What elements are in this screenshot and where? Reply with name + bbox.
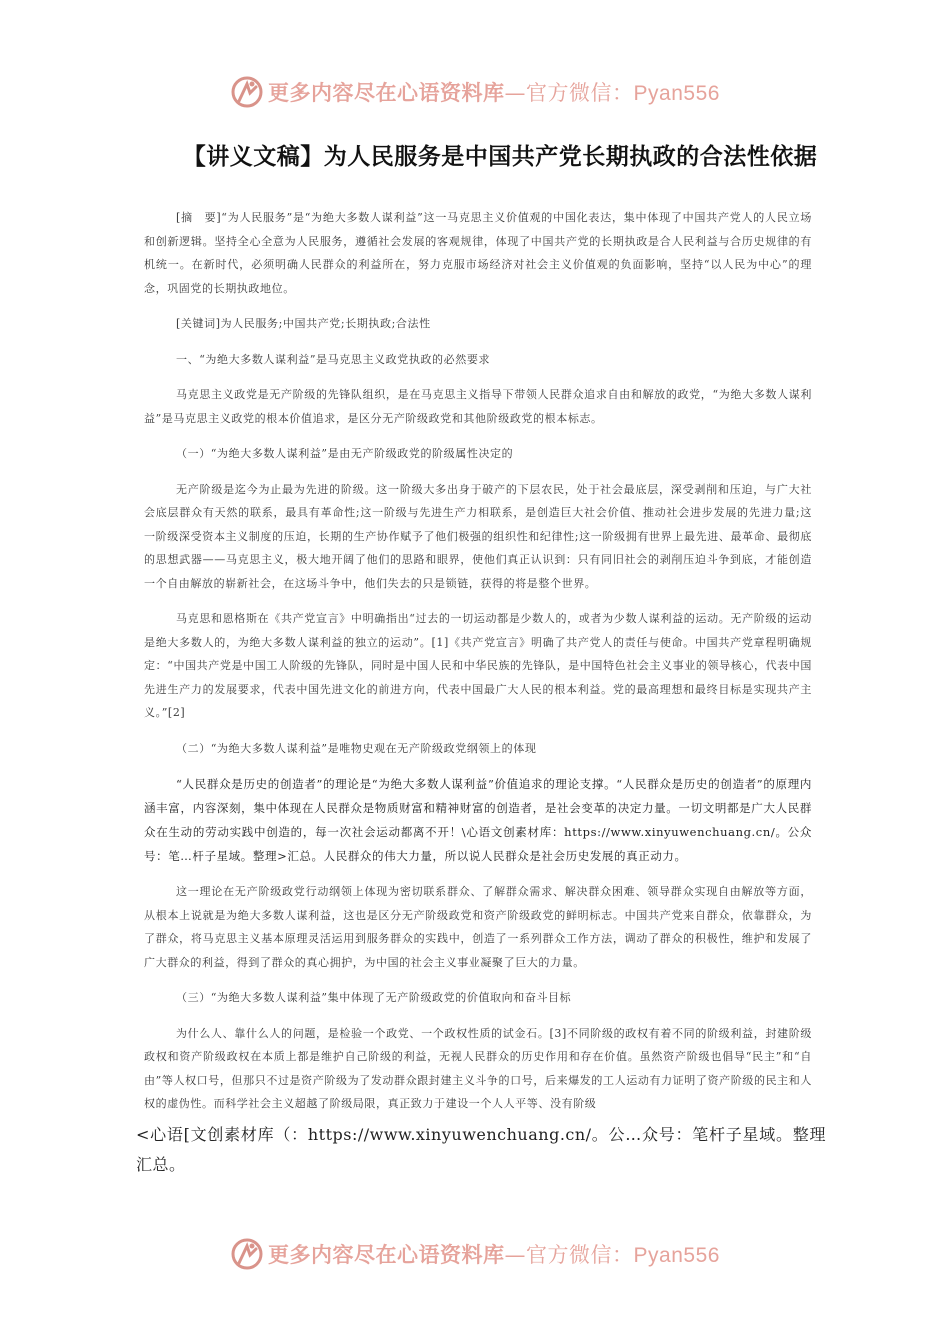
watermark-banner-top [0,72,950,112]
logo-icon [230,75,264,109]
document-title: 【讲义文稿】为人民服务是中国共产党长期执政的合法性依据 [182,144,818,170]
watermark-banner-bottom [0,1234,950,1274]
banner-bold-text: 更多内容尽在心语资料库 [268,1243,505,1267]
keywords-paragraph: [关键词]为人民服务;中国共产党;长期执政;合法性 [176,317,431,330]
document-body [144,206,812,1128]
banner-rest-text: —官方微信： [504,81,634,105]
section-heading-1: 一、“为绝大多数人谋利益”是马克思主义政党执政的必然要求 [176,352,491,366]
subsection-heading-2: （二）“为绝大多数人谋利益”是唯物史观在无产阶级政党纲领上的体现 [176,741,537,755]
banner-wechat-id: Pyan556 [633,1244,720,1267]
body-paragraph: 无产阶级是迄今为止最为先进的阶级。这一阶级大多出身于破产的下层农民，处于社会最底层，深受剥削和压迫，与广大社会底层群众有天然的联系，最具有革命性;这一阶级与先进生产力相联系，是创造巨大社会价值、推动社会进步发展的先进力量;这一阶级深受资本主义制度的压迫，长期的生产协作赋予了他们极强的组织性和纪律性;这一阶级拥有世界上最先进、最革命、最彻底的思想武器——马克思主义，极大地开阔了他们的思路和眼界，使他们真正认识到：只有同旧社会的剥削压迫斗争到底，才能创造一个自由解放的崭新社会，在这场斗争中，他们失去的只是锁链，获得的将是整个世界。 [144,482,812,590]
subsection-heading-1: （一）“为绝大多数人谋利益”是由无产阶级政党的阶级属性决定的 [176,447,514,460]
banner-bold-text: 更多内容尽在心语资料库 [268,81,505,105]
body-paragraph: 马克思和恩格斯在《共产党宣言》中明确指出“过去的一切运动都是少数人的，或者为少数人谋利益的运动。无产阶级的运动是绝大多数人的，为绝大多数人谋利益的独立的运动”。[1]《共产党宣言》明确了共产党人的责任与使命。中国共产党章程明确规定：“中国共产党是中国工人阶级的先锋队，同时是中国人民和中华民族的先锋队，是中国特色社会主义事业的领导核心，代表中国先进生产力的发展要求，代表中国先进文化的前进方向，代表中国最广大人民的根本利益。党的最高理想和最终目标是实现共产主义。”[2] [144,612,812,719]
body-paragraph: 这一理论在无产阶级政党行动纲领上体现为密切联系群众、了解群众需求、解决群众困难、领导群众实现自由解放等方面，从根本上说就是为绝大多数人谋利益，这也是区分无产阶级政党和资产阶级政党的鲜明标志。中国共产党来自群众，依靠群众，为了群众，将马克思主义基本原理灵活运用到服务群众的实践中，创造了一系列群众工作方法，调动了群众的积极性，维护和发展了广大群众的利益，得到了群众的真心拥护，为中国的社会主义事业凝聚了巨大的力量。 [144,885,812,969]
body-paragraph-emphasis: “人民群众是历史的创造者”的理论是“为绝大多数人谋利益”价值追求的理论支撑。“人民群众是历史的创造者”的原理内涵丰富，内容深刻，集中体现在人民群众是物质财富和精神财富的创造者，是社会变革的决定力量。一切文明都是广大人民群众在生动的劳动实践中创造的，每一次社会运动都离不开！\心语文创素材库：https://www.xinyuwenchuang.cn/。公众号：笔…杆子星域。整理>汇总。人民群众的伟大力量，所以说人民群众是社会历史发展的真正动力。 [144,777,812,863]
abstract-paragraph: [摘 要]“为人民服务”是“为绝大多数人谋利益”这一马克思主义价值观的中国化表达，集中体现了中国共产党人的人民立场和创新逻辑。坚持全心全意为人民服务，遵循社会发展的客观规律，体现了中国共产党的长期执政是合人民利益与合历史规律的有机统一。在新时代，必须明确人民群众的利益所在，努力克服市场经济对社会主义价值观的负面影响，坚持“以人民为中心”的理念，巩固党的长期执政地位。 [144,211,812,295]
source-note: <心语[文创素材库（：https://www.xinyuwenchuang.cn/。公…众号：笔杆子星域。整理汇总。 [136,1125,826,1174]
banner-text [268,77,720,107]
banner-text [268,1239,720,1269]
subsection-heading-3: （三）“为绝大多数人谋利益”集中体现了无产阶级政党的价值取向和奋斗目标 [176,991,572,1004]
body-paragraph: 为什么人、靠什么人的问题，是检验一个政党、一个政权性质的试金石。[3]不同阶级的政权有着不同的阶级利益，封建阶级政权和资产阶级政权在本质上都是维护自己阶级的利益，无视人民群众的历史作用和存在价值。虽然资产阶级也倡导“民主”和“自由”等人权口号，但那只不过是资产阶级为了发动群众跟封建主义斗争的口号，后来爆发的工人运动有力证明了资产阶级的民主和人权的虚伪性。而科学社会主义超越了阶级局限，真正致力于建设一个人人平等、没有阶级 [144,1026,812,1110]
body-paragraph: 马克思主义政党是无产阶级的先锋队组织，是在马克思主义指导下带领人民群众追求自由和解放的政党，“为绝大多数人谋利益”是马克思主义政党的根本价值追求，是区分无产阶级政党和其他阶级政党的根本标志。 [144,388,812,425]
logo-icon [230,1237,264,1271]
banner-wechat-id: Pyan556 [633,82,720,105]
banner-rest-text: —官方微信： [504,1243,634,1267]
